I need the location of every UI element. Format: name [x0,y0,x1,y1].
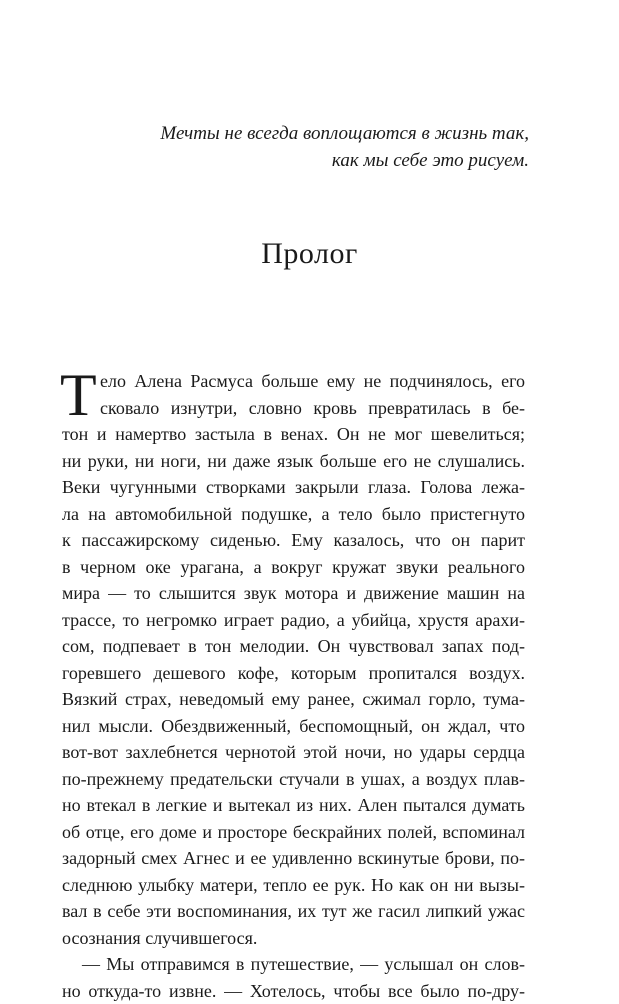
text-line: следнюю улыбку матери, тепло ее рук. Но как он ни вызы- [62,872,525,899]
paragraph-2 [62,951,525,1004]
text-line: осознания случившегося. [62,925,525,952]
text-line: — Мы отправимся в путешествие, — услышал он слов- [62,951,525,978]
epigraph-line: Мечты не всегда воплощаются в жизнь так, [109,120,529,147]
text-line: вот-вот захлебнется чернотой этой ночи, но удары сердца [62,739,525,766]
text-line: тон и намертво застыла в венах. Он не мог шевелиться; [62,421,525,448]
text-line: мира — то слышится звук мотора и движение машин на [62,580,525,607]
text-line: вал в себе эти воспоминания, их тут же гасил липкий ужас [62,898,525,925]
text-line: к пассажирскому сиденью. Ему казалось, что он парит [62,527,525,554]
text-line: задорный смех Агнес и ее удивленно вскинутые брови, по- [62,845,525,872]
paragraph-1 [62,368,525,951]
epigraph [109,120,529,174]
text-line: трассе, то негромко играет радио, а убийца, хрустя арахи- [62,607,525,634]
text-line: ни руки, ни ноги, ни даже язык больше его не слушались. [62,448,525,475]
body-text [62,368,525,1004]
text-line: сом, подпевает в тон мелодии. Он чувствовал запах под- [62,633,525,660]
text-line: по-прежнему предательски стучали в ушах, а воздух плав- [62,766,525,793]
text-line: но втекал в легкие и вытекал из них. Ален пытался думать [62,792,525,819]
text-line: но откуда-то извне. — Хотелось, чтобы все было по-дру- [62,978,525,1004]
drop-cap: Т [60,369,97,421]
text-line: об отце, его доме и просторе бескрайних полей, вспоминал [62,819,525,846]
text-line: сковало изнутри, словно кровь превратилась в бе- [62,395,525,422]
text-line: ла на автомобильной подушке, а тело было пристегнуто [62,501,525,528]
text-line: Вязкий страх, неведомый ему ранее, сжимал горло, тума- [62,686,525,713]
text-line: нил мысли. Обездвиженный, беспомощный, он ждал, что [62,713,525,740]
text-line: ело Алена Расмуса больше ему не подчинялось, его [62,368,525,395]
chapter-title: Пролог [0,234,619,274]
text-line: в черном оке урагана, а вокруг кружат звуки реального [62,554,525,581]
text-line: Веки чугунными створками закрыли глаза. Голова лежа- [62,474,525,501]
epigraph-line: как мы себе это рисуем. [109,147,529,174]
text-line: горевшего дешевого кофе, которым пропитался воздух. [62,660,525,687]
